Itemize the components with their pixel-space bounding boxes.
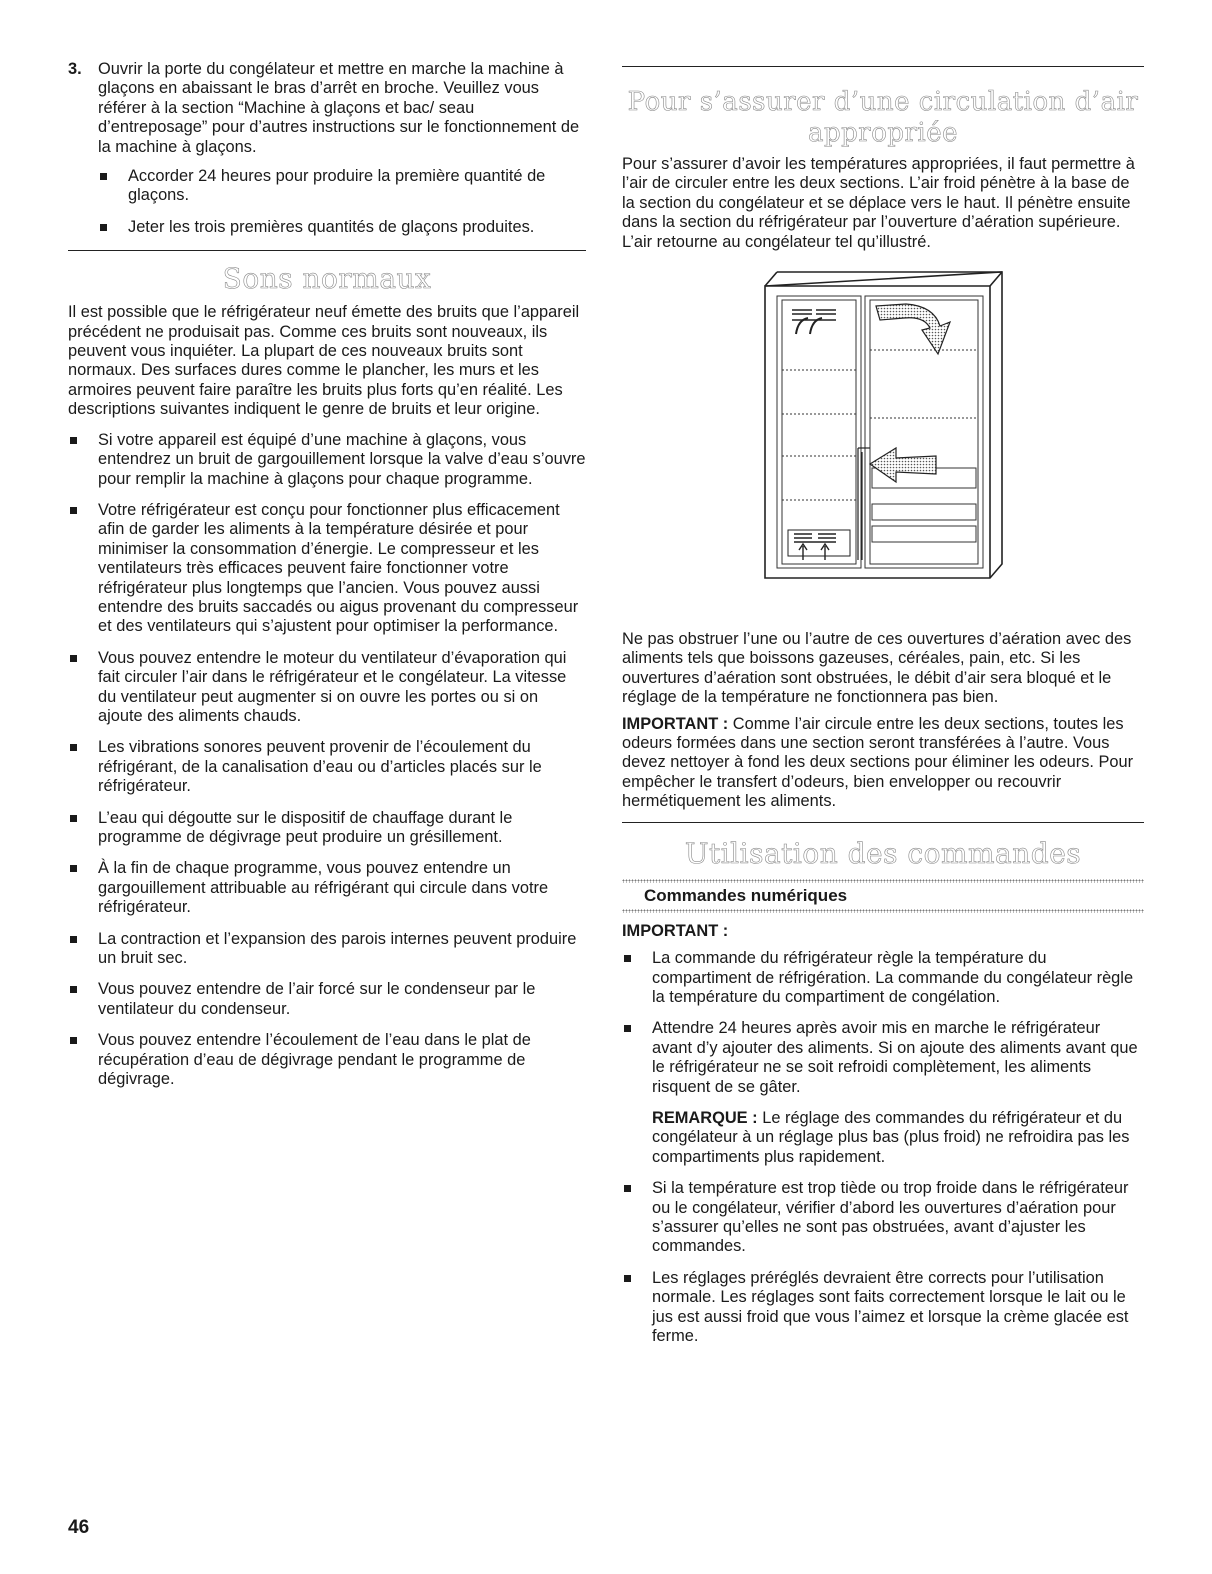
heading-line-1: Pour s’assurer d’une circulation d’air	[627, 87, 1139, 117]
airflow-intro: Pour s’assurer d’avoir les températures appropriées, il faut permettre à l’air de circuler entre les deux sections. L’air froid pénètre à la base de la section du congélateur et se déplace vers le haut. Il pénètre ensuite dans la section du réfrigérateur par l’ouverture d’aération supérieure. L’air retourne au congélateur tel qu’illustré.	[622, 155, 1135, 251]
controls-list-2	[622, 1179, 1144, 1346]
freezer-compartment	[777, 296, 861, 568]
section-divider	[622, 822, 1144, 823]
subsection-heading: Commandes numériques	[644, 885, 848, 905]
dotted-rule	[622, 909, 1144, 913]
page-number: 46	[68, 1517, 90, 1538]
step-3	[68, 60, 586, 157]
freezer-vent	[792, 310, 836, 334]
list-item: Accorder 24 heures pour produire la première quantité de glaçons.	[98, 167, 586, 206]
section-heading: Utilisation des commandes	[684, 836, 1082, 870]
step-bullets	[98, 167, 586, 237]
curved-arrow-down-icon	[876, 304, 950, 354]
list-item: Si la température est trop tiède ou trop froide dans le réfrigérateur ou le congélateur, vérifier d’abord les ouvertures d’aération pour s’assurer qu’elles ne sont pas obstruées, avant d’ajuster les commandes.	[622, 1179, 1144, 1257]
remark-label: REMARQUE :	[652, 1108, 758, 1127]
list-item: Jeter les trois premières quantités de glaçons produites.	[98, 218, 586, 237]
dotted-rule	[622, 879, 1144, 883]
air-channel	[858, 448, 870, 560]
step-text: Ouvrir la porte du congélateur et mettre en marche la machine à glaçons en abaissant le bras d’arrêt en broche. Veuillez vous référer à la section “Machine à glaçons et bac/ seau d’entreposage” pour d’autres instructions sur le fonctionnement de la machine à glaçons.	[98, 60, 580, 156]
section-divider	[68, 250, 586, 251]
right-column	[622, 66, 1144, 1346]
list-item: Vous pouvez entendre le moteur du ventilateur d’évaporation qui fait circuler l’air dans le réfrigérateur et le congélateur. La vitesse du ventilateur peut augmenter si on ouvre les portes ou si on ajoute des aliments chauds.	[68, 649, 586, 727]
list-item: Votre réfrigérateur est conçu pour fonctionner plus efficacement afin de garder les aliments à la température désirée et pour minimiser la consommation d’énergie. Le compresseur et les ventilateurs très efficaces peuvent faire fonctionner votre réfrigérateur plus longtemps que l’ancien. Vous pouvez aussi entendre des bruits saccadés ou aigus provenant du compresseur et des ventilateurs qui s’ajustent pour optimiser la performance.	[68, 501, 586, 637]
step-number: 3.	[68, 60, 82, 78]
list-item: Les vibrations sonores peuvent provenir de l’écoulement du réfrigérant, de la canalisation d’eau ou d’articles placés sur le réfrigérateur.	[68, 738, 586, 796]
list-item: L’eau qui dégoutte sur le dispositif de chauffage durant le programme de dégivrage peut produire un grésillement.	[68, 809, 586, 848]
airflow-important	[622, 715, 1144, 812]
airflow-warning: Ne pas obstruer l’une ou l’autre de ces ouvertures d’aération avec des aliments tels que boissons gazeuses, céréales, pain, etc. Si les ouvertures d’aération sont obstruées, le débit d’air sera bloqué et le réglage de la température ne fonctionnera pas bien.	[622, 630, 1132, 707]
section-divider	[622, 66, 1144, 67]
controls-list	[622, 949, 1144, 1097]
arrow-left-icon	[870, 448, 936, 482]
section-heading: Sons normaux	[222, 262, 432, 296]
list-item: La commande du réfrigérateur règle la température du compartiment de réfrigération. La commande du congélateur règle la température du compartiment de congélation.	[622, 949, 1144, 1007]
list-item: La contraction et l’expansion des parois internes peuvent produire un bruit sec.	[68, 930, 586, 969]
important-label: IMPORTANT :	[622, 714, 729, 733]
list-item: Vous pouvez entendre de l’air forcé sur le condenseur par le ventilateur du condenseur.	[68, 980, 586, 1019]
list-item: Les réglages préréglés devraient être corrects pour l’utilisation normale. Les réglages sont faits correctement lorsque le lait ou le jus est aussi froid que vous l’aimez et lorsque la crème glacée est ferme.	[622, 1269, 1144, 1347]
remark	[652, 1109, 1144, 1167]
fresh-food-compartment	[865, 296, 983, 568]
list-item: Vous pouvez entendre l’écoulement de l’eau dans le plat de récupération d’eau de dégivrage pendant le programme de dégivrage.	[68, 1031, 586, 1089]
refrigerator-airflow-illustration	[622, 268, 1144, 620]
list-item: Attendre 24 heures après avoir mis en marche le réfrigérateur avant d’y ajouter des aliments. Si on ajoute des aliments avant que le réfrigérateur ne se soit refroidi complètement, les aliments risquent de se gâter.	[622, 1019, 1144, 1097]
airflow-diagram	[622, 268, 1144, 620]
important-label: IMPORTANT :	[622, 921, 729, 940]
left-column	[68, 60, 586, 1089]
sounds-list	[68, 431, 586, 1090]
sounds-intro: Il est possible que le réfrigérateur neuf émette des bruits que l’appareil précédent ne produisait pas. Comme ces bruits sont nouveaux, ils peuvent vous inquiéter. La plupart de ces nouveaux bruits sont normaux. Des surfaces dures comme le plancher, les murs et les armoires peuvent faire paraître les bruits plus forts qu’en réalité. Les descriptions suivantes indiquent le genre de bruits et leur origine.	[68, 303, 580, 419]
list-item: Si votre appareil est équipé d’une machine à glaçons, vous entendrez un bruit de gargouillement lorsque la valve d’eau s’ouvre pour remplir la machine à glaçons pour chaque programme.	[68, 431, 586, 489]
list-item: À la fin de chaque programme, vous pouvez entendre un gargouillement attribuable au réfrigérant qui circule dans votre réfrigérateur.	[68, 859, 586, 917]
important-text: Comme l’air circule entre les deux sections, toutes les odeurs formées dans une section seront transférées à l’autre. Vous devez nettoyer à fond les deux sections pour éliminer les odeurs. Pour empêcher le transfert d’odeurs, bien envelopper ou recouvrir hermétiquement les aliments.	[622, 714, 1134, 811]
remark-text: Le réglage des commandes du réfrigérateur et du congélateur à un réglage plus bas (plus froid) ne refroidira pas les compartiments plus rapidement.	[652, 1108, 1130, 1166]
heading-line-2: appropriée	[807, 118, 959, 148]
section-heading	[622, 87, 1144, 149]
